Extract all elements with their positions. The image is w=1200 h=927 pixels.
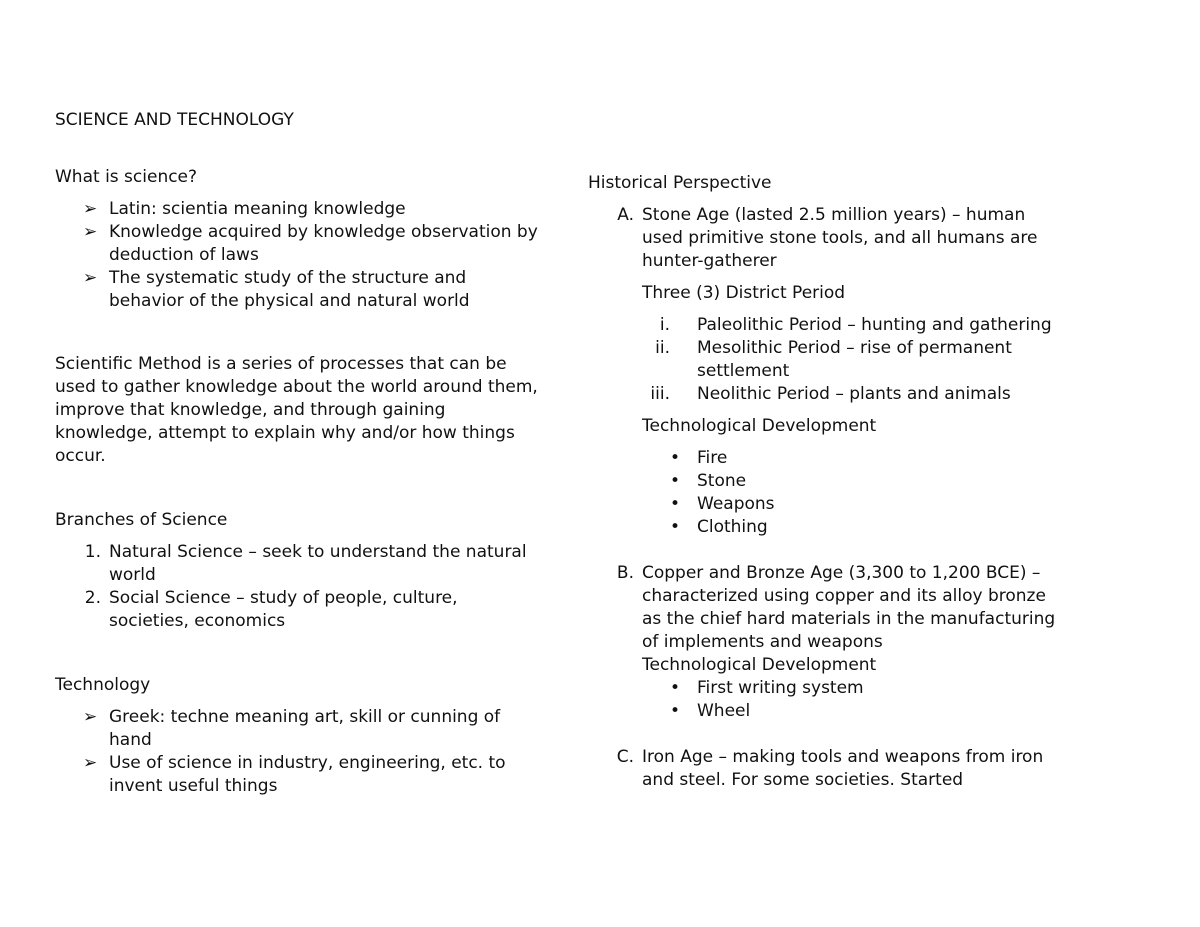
list-item: ➢ Knowledge acquired by knowledge observation by deduction of laws (83, 222, 538, 265)
bullet-icon: • (670, 448, 681, 468)
bullet-icon: • (670, 678, 681, 698)
ages-list (588, 204, 1068, 273)
technology-heading: Technology (55, 675, 151, 695)
list-item: i. Paleolithic Period – hunting and gathering (659, 315, 1052, 335)
list-item: 2. Social Science – study of people, culture, societies, economics (84, 588, 458, 631)
bullet-icon: • (670, 494, 681, 514)
bullet-icon: • (670, 471, 681, 491)
list-item: ➢ Greek: techne meaning art, skill or cunning of hand (83, 707, 501, 750)
list-item: ➢ Use of science in industry, engineering, etc. to invent useful things (83, 753, 506, 796)
ages-list-c (588, 746, 1068, 792)
arrow-bullet-icon: ➢ (83, 199, 98, 219)
list-item: • Clothing (670, 517, 768, 537)
list-item: • Wheel (670, 701, 751, 721)
bullet-icon: • (670, 517, 681, 537)
list-item: ii. Mesolithic Period – rise of permanent settlement (655, 338, 1012, 381)
periods-heading: Three (3) District Period (642, 283, 846, 303)
left-column (55, 109, 540, 798)
technology-list (55, 706, 540, 798)
list-item: • Fire (670, 448, 728, 468)
arrow-bullet-icon: ➢ (83, 707, 98, 727)
document-title: SCIENCE AND TECHNOLOGY (55, 110, 294, 130)
list-item: ➢ The systematic study of the structure and behavior of the physical and natural world (83, 268, 470, 311)
list-item: • First writing system (670, 678, 864, 698)
list-item: • Weapons (670, 494, 775, 514)
ages-list-b (588, 562, 1068, 654)
bronze-age-tech-heading: Technological Development (642, 655, 877, 675)
arrow-bullet-icon: ➢ (83, 222, 98, 242)
branches-heading: Branches of Science (55, 510, 228, 530)
historical-perspective-heading: Historical Perspective (588, 173, 772, 193)
stone-age-item: A. Stone Age (lasted 2.5 million years) – human used primitive stone tools, and all humans are hunter-gatherer (617, 205, 1038, 271)
arrow-bullet-icon: ➢ (83, 268, 98, 288)
list-item: • Stone (670, 471, 747, 491)
list-item: 1. Natural Science – seek to understand the natural world (84, 542, 527, 585)
stone-age-tech-list (642, 447, 1068, 539)
stone-age-tech-heading: Technological Development (642, 416, 877, 436)
bronze-age-item: B. Copper and Bronze Age (3,300 to 1,200 BCE) – characterized using copper and its alloy bronze as the chief hard materials in the manufacturing of implements and weapons (616, 563, 1056, 652)
what-is-science-list (55, 198, 540, 313)
what-is-science-heading: What is science? (55, 167, 198, 187)
scientific-method-paragraph: Scientific Method is a series of processes that can be used to gather knowledge about the world around them, improve that knowledge, and through gaining knowledge, attempt to explain why and/or how things occur. (55, 354, 538, 466)
branches-list (55, 541, 540, 633)
iron-age-item: C. Iron Age – making tools and weapons from iron and steel. For some societies. Started (616, 747, 1044, 790)
bronze-age-tech-list (642, 677, 1068, 723)
right-column (588, 172, 1068, 792)
arrow-bullet-icon: ➢ (83, 753, 98, 773)
bullet-icon: • (670, 701, 681, 721)
periods-list (642, 314, 1068, 406)
list-item: ➢ Latin: scientia meaning knowledge (83, 199, 406, 219)
list-item: iii. Neolithic Period – plants and animals (650, 384, 1011, 404)
